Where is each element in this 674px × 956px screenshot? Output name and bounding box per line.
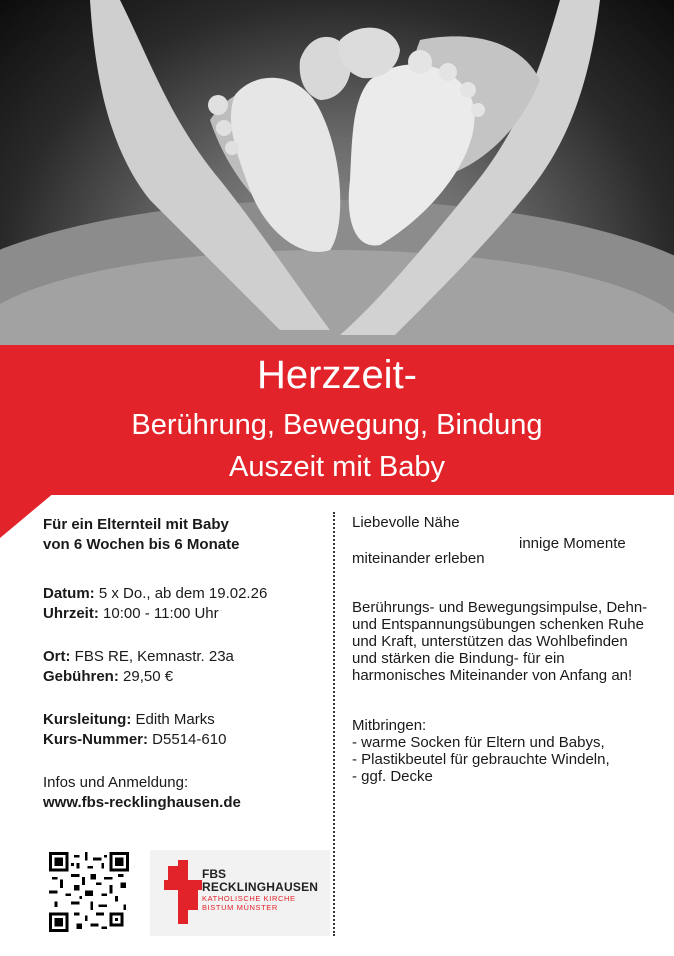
instructor-label: Kursleitung: <box>43 711 132 728</box>
logo-line-diocese: BISTUM MÜNSTER <box>202 903 278 912</box>
audience-line-2: von 6 Wochen bis 6 Monate <box>43 536 240 553</box>
time-label: Uhrzeit: <box>43 605 99 622</box>
instructor-value: Edith Marks <box>131 711 215 728</box>
website-link[interactable]: www.fbs-recklinghausen.de <box>43 794 241 811</box>
course-number-label: Kurs-Nummer: <box>43 731 149 748</box>
baby-feet-illustration <box>0 0 674 345</box>
logo-cross-vertical <box>178 860 188 924</box>
course-subtitle: Berührung, Bewegung, Bindung <box>131 409 543 441</box>
audience-line-1: Für ein Elternteil mit Baby <box>43 516 229 533</box>
course-details <box>43 515 323 813</box>
date-value: 5 x Do., ab dem 19.02.26 <box>94 585 268 602</box>
course-number-row <box>43 730 323 750</box>
date-row <box>43 584 323 604</box>
bring-item: - Plastikbeutel für gebrauchte Windeln, <box>352 751 610 768</box>
bring-item: - warme Socken für Eltern und Babys, <box>352 734 605 751</box>
logo-line-city: RECKLINGHAUSEN <box>202 880 319 894</box>
date-label: Datum: <box>43 585 95 602</box>
time-value: 10:00 - 11:00 Uhr <box>98 605 219 622</box>
logo-line-fbs: FBS <box>202 867 226 881</box>
location-label: Ort: <box>43 648 71 665</box>
course-title: Herzzeit- <box>256 353 418 397</box>
instructor-row <box>43 710 323 730</box>
intro-line-1: Liebevolle Nähe <box>352 514 460 531</box>
logo-line-church: KATHOLISCHE KIRCHE <box>202 894 296 903</box>
location-value: FBS RE, Kemnastr. 23a <box>70 648 234 665</box>
time-row <box>43 604 323 624</box>
title-banner <box>0 345 674 495</box>
logo-text <box>202 868 318 912</box>
fee-row <box>43 667 323 687</box>
logo-cross-horizontal <box>164 880 202 890</box>
info-label: Infos und Anmeldung: <box>43 774 189 791</box>
column-divider <box>333 512 335 936</box>
description-text: Berührungs- und Bewegungsimpulse, Dehn- und Entspannungsübungen schenken Ruhe und Kraft, unterstützen das Wohlbefinden und stärken die Bindung- für ein harmonisches Miteinander von Anfang an! <box>352 599 648 684</box>
qr-code[interactable] <box>49 852 129 932</box>
intro-line-2: innige Momente <box>519 535 626 552</box>
header-photo <box>0 0 674 345</box>
fee-label: Gebühren: <box>43 668 119 685</box>
course-number-value: D5514-610 <box>148 731 227 748</box>
location-row <box>43 647 323 667</box>
intro-line-3: miteinander erleben <box>352 550 485 567</box>
course-description <box>352 514 662 785</box>
bring-title: Mitbringen: <box>352 717 427 734</box>
bring-item: - ggf. Decke <box>352 768 433 785</box>
course-tagline: Auszeit mit Baby <box>229 451 445 483</box>
fee-value: 29,50 € <box>118 668 174 685</box>
